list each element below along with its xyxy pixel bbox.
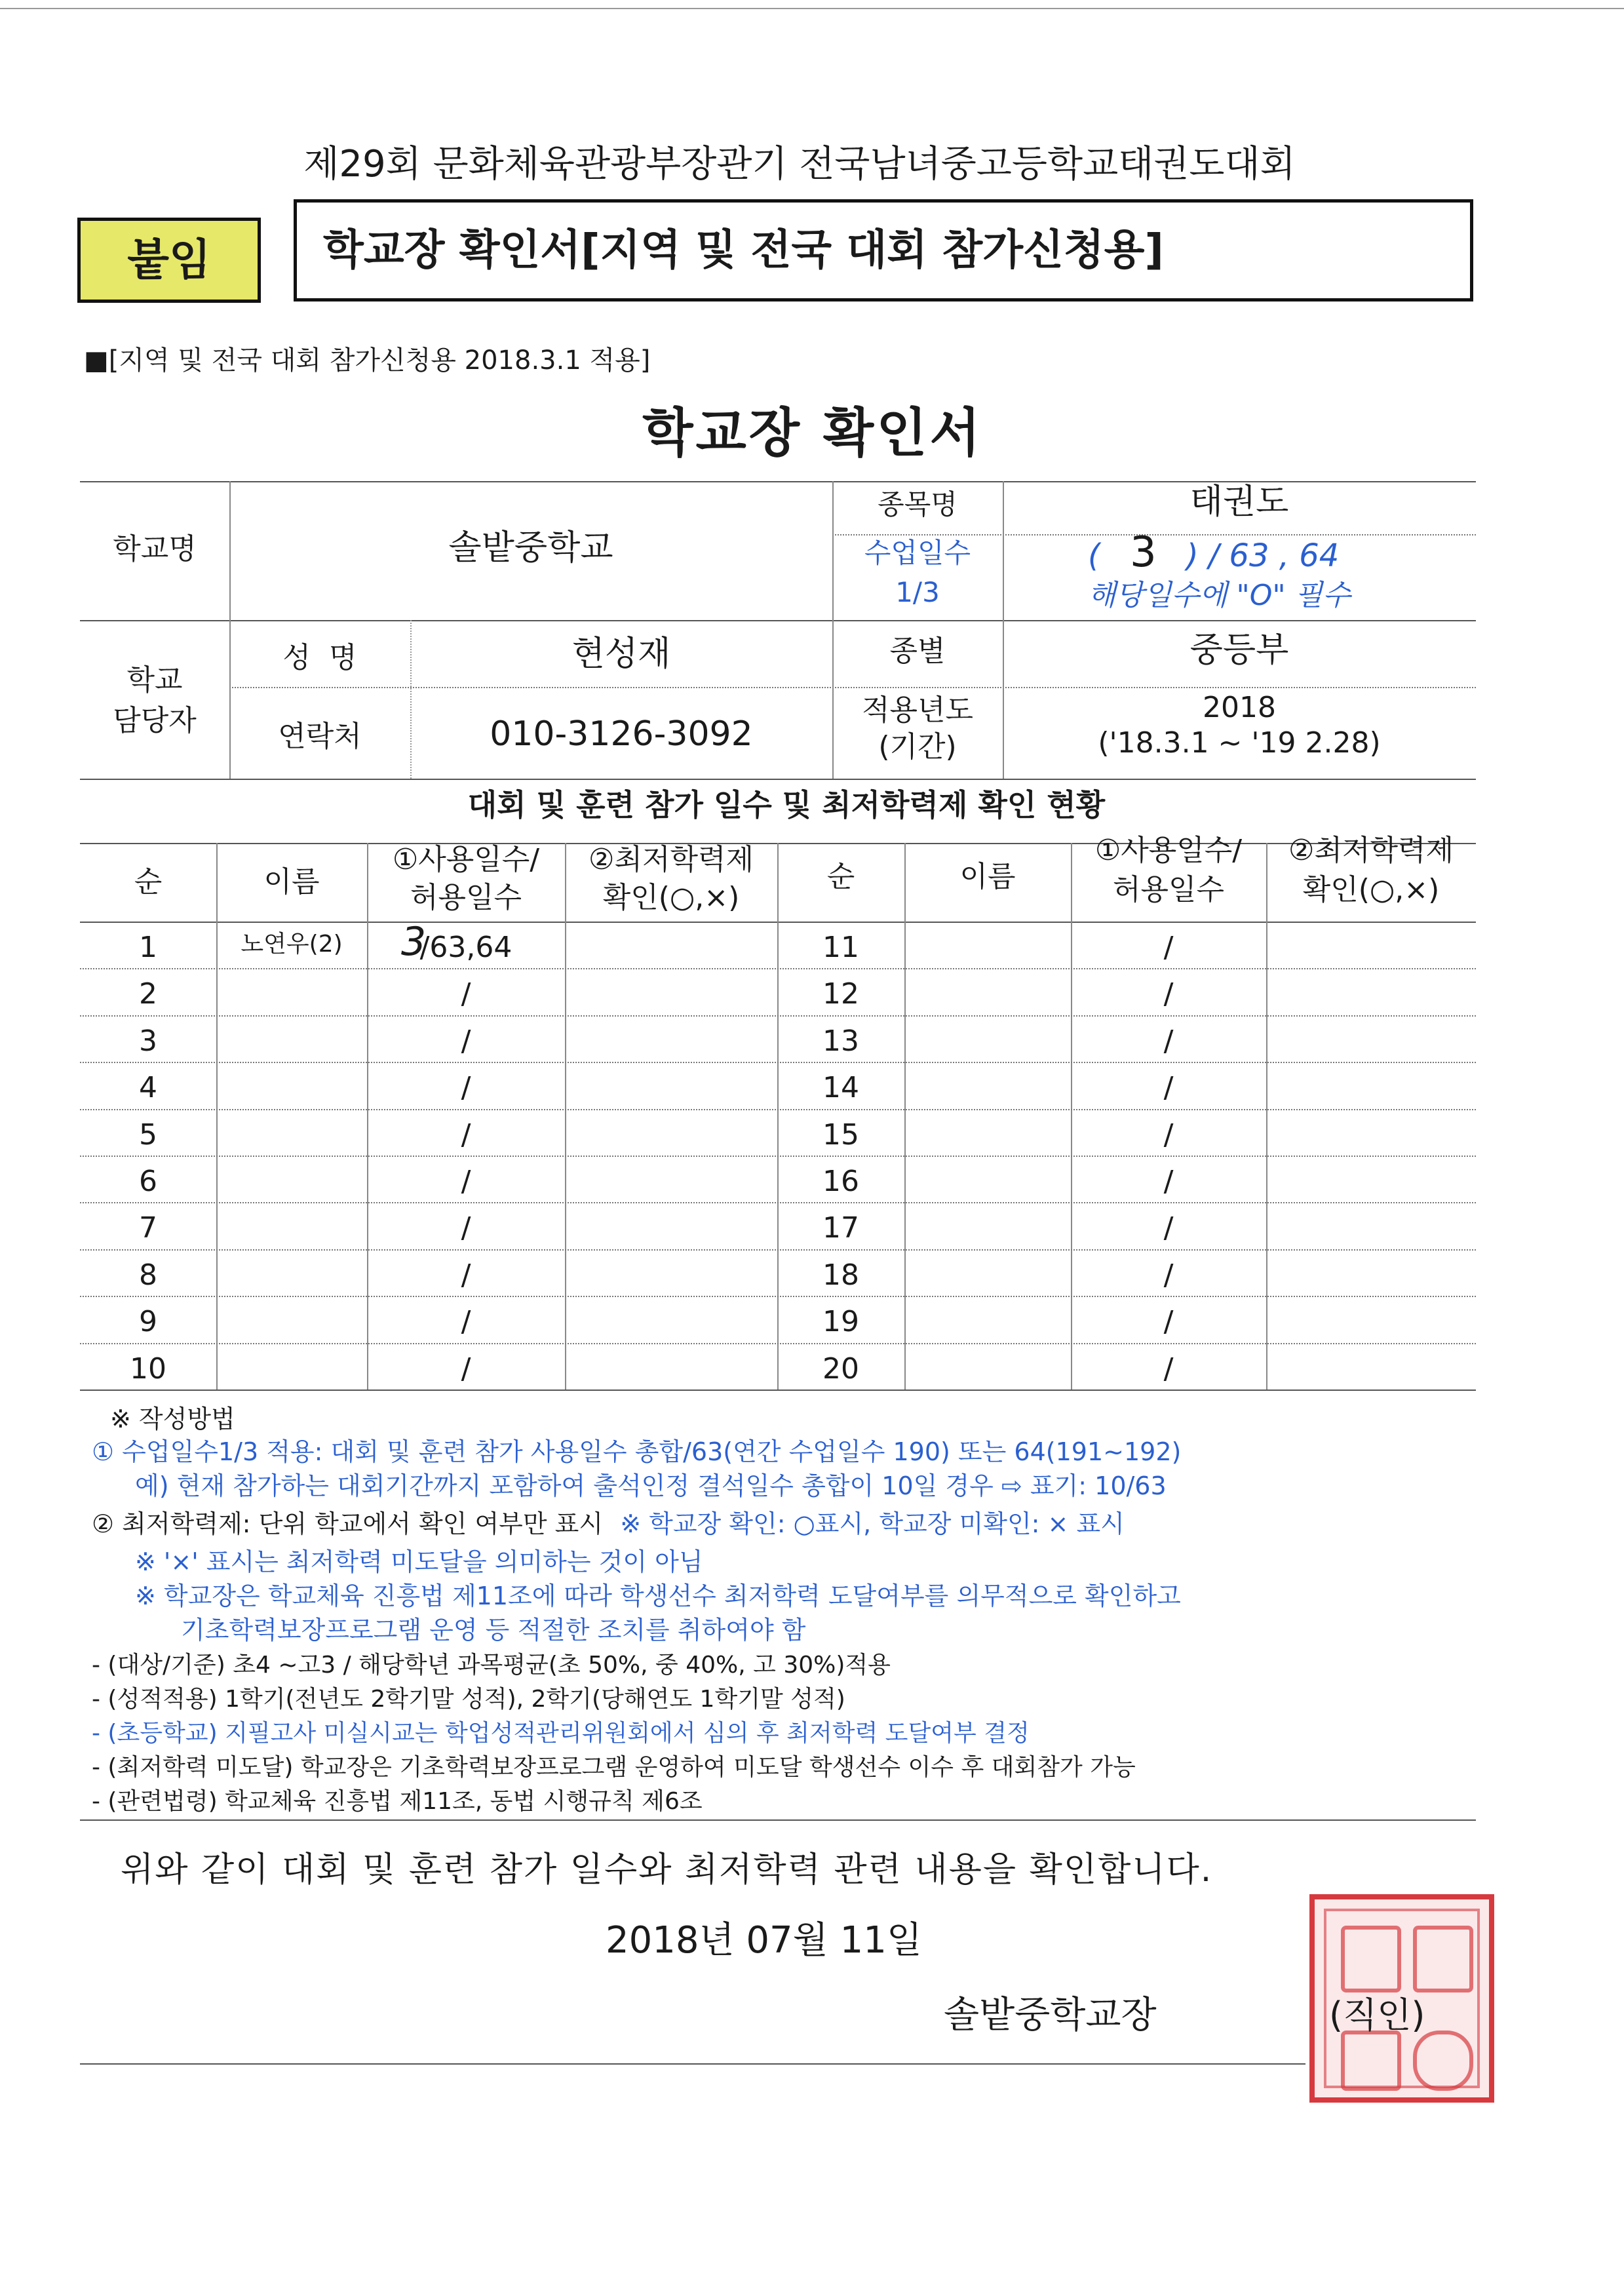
year-label-line2: (기간) — [878, 730, 957, 764]
table-cell-l-no: 3 — [139, 1024, 157, 1058]
class-days-instruction: 해당일수에 "O" 필수 — [1088, 579, 1351, 612]
note-4: ※ 학교장은 학교체육 진흥법 제11조에 따라 학생선수 최저학력 도달여부를 의무적으로 확인하고 — [135, 1582, 1181, 1610]
table-cell-r-no: 15 — [822, 1118, 859, 1152]
table-divider — [565, 843, 566, 1390]
header-no: 순 — [134, 865, 163, 899]
year-label-line1: 적용년도 — [861, 693, 973, 727]
table-cell-l-days: / — [461, 1024, 471, 1058]
table-cell-l-days: /63,64 — [419, 931, 512, 964]
detail-elementary: - (초등학교) 지필고사 미실시교는 학업성적관리위원회에서 심의 후 최저학력 도달여부 결정 — [92, 1720, 1030, 1747]
table-row-divider — [80, 1343, 1476, 1344]
header-days-line2: 허용일수 — [410, 881, 522, 914]
class-days-open: ( — [1088, 537, 1100, 574]
table-cell-l-days: / — [461, 1071, 471, 1104]
document-title: 학교장 확인서 — [642, 402, 983, 463]
table-cell-r-days: / — [1163, 1211, 1174, 1245]
table-cell-used-days: 3 — [401, 919, 427, 965]
table-cell-r-no: 17 — [822, 1211, 859, 1245]
header-days-line1: ①사용일수/ — [1094, 834, 1243, 867]
detail-law: - (관련법령) 학교체육 진흥법 제11조, 동법 시행규칙 제6조 — [92, 1788, 703, 1815]
notes-heading: ※ 작성방법 — [110, 1405, 235, 1433]
table-cell-l-days: / — [461, 1258, 471, 1292]
info-rule — [229, 687, 1476, 688]
division-value: 중등부 — [1189, 631, 1289, 670]
table-cell-l-days: / — [461, 1211, 471, 1245]
header-check-line2: 확인(○,×) — [602, 881, 740, 914]
attach-label: 붙임 — [77, 218, 261, 303]
table-cell-r-days: / — [1163, 1305, 1174, 1338]
table-cell-r-days: / — [1163, 1258, 1174, 1292]
table-cell-l-no: 1 — [139, 931, 157, 964]
note-2-marking: ※ 학교장 확인: ○표시, 학교장 미확인: × 표시 — [620, 1509, 1125, 1538]
seal-pattern — [1413, 2031, 1473, 2091]
header-days-line2: 허용일수 — [1112, 873, 1224, 906]
table-cell-l-name: 노연우(2) — [241, 931, 343, 958]
seal-pattern — [1341, 1926, 1401, 1993]
note-1-example: 예) 현재 참가하는 대회기간까지 포함하여 출석인정 결석일수 총합이 10일 경우 ⇨ 표기: 10/63 — [135, 1471, 1167, 1500]
table-cell-l-days: / — [461, 977, 471, 1011]
year-value: 2018 — [1203, 691, 1276, 724]
school-name: 솔밭중학교 — [448, 528, 613, 568]
confirmation-box-title: 학교장 확인서[지역 및 전국 대회 참가신청용] — [294, 199, 1473, 301]
table-cell-r-no: 13 — [822, 1024, 859, 1058]
table-cell-r-no: 16 — [822, 1165, 859, 1198]
table-row-divider — [80, 1109, 1476, 1110]
table-cell-r-days: / — [1163, 1165, 1174, 1198]
table-cell-l-no: 10 — [130, 1352, 166, 1386]
info-rule — [80, 779, 1476, 780]
header-name: 이름 — [263, 865, 320, 899]
status-title: 대회 및 훈련 참가 일수 및 최저학력제 확인 현황 — [467, 787, 1106, 823]
header-name: 이름 — [959, 860, 1016, 893]
header-check-line1: ②최저학력제 — [1288, 834, 1454, 867]
detail-grade: - (성적적용) 1학기(전년도 2학기말 성적), 2학기(당해연도 1학기말 성적) — [92, 1686, 845, 1713]
class-days-fraction: 1/3 — [895, 576, 940, 608]
table-cell-l-no: 5 — [139, 1118, 157, 1152]
table-cell-r-days: / — [1163, 1118, 1174, 1152]
table-cell-r-no: 18 — [822, 1258, 859, 1292]
detail-target: - (대상/기준) 초4 ~고3 / 해당학년 과목평균(초 50%, 중 40%, 고 30%)적용 — [92, 1652, 891, 1679]
table-cell-l-days: / — [461, 1165, 471, 1198]
confirmation-statement: 위와 같이 대회 및 훈련 참가 일수와 최저학력 관련 내용을 확인합니다. — [121, 1850, 1213, 1890]
contact-number: 010-3126-3092 — [490, 714, 753, 754]
header-check-line1: ②최저학력제 — [589, 843, 754, 876]
table-row-divider — [80, 968, 1476, 969]
table-cell-l-no: 2 — [139, 977, 157, 1011]
table-cell-l-days: / — [461, 1352, 471, 1386]
sport-name: 태권도 — [1189, 482, 1289, 522]
class-days-allowed: ) / 63 , 64 — [1186, 537, 1340, 574]
table-cell-r-days: / — [1163, 1352, 1174, 1386]
table-cell-r-days: / — [1163, 1024, 1174, 1058]
table-row-divider — [80, 1015, 1476, 1017]
note-2 — [92, 1504, 1125, 1540]
table-cell-r-no: 19 — [822, 1305, 859, 1338]
table-row-divider — [80, 1249, 1476, 1251]
table-cell-r-days: / — [1163, 931, 1174, 964]
table-divider — [216, 843, 218, 1390]
notes-bottom-rule — [80, 1819, 1476, 1821]
bottom-rule — [80, 2063, 1305, 2065]
note-1: ① 수업일수1/3 적용: 대회 및 훈련 참가 사용일수 총합/63(연간 수업일수 190) 또는 64(191~192) — [92, 1437, 1182, 1466]
seal-pattern — [1413, 1926, 1473, 1993]
period-value: ('18.3.1 ~ '19 2.28) — [1098, 726, 1381, 760]
application-note: ■[지역 및 전국 대회 참가신청용 2018.3.1 적용] — [84, 345, 651, 376]
table-cell-r-days: / — [1163, 977, 1174, 1011]
header-days-line1: ①사용일수/ — [392, 843, 540, 876]
detail-below-standard: - (최저학력 미도달) 학교장은 기초학력보장프로그램 운영하여 미도달 학생선수 이수 후 대회참가 가능 — [92, 1754, 1136, 1781]
seal-label: (직인) — [1329, 1994, 1425, 2036]
table-cell-r-no: 11 — [822, 931, 859, 964]
scan-edge-line — [0, 8, 1624, 9]
note-3: ※ '×' 표시는 최저학력 미도달을 의미하는 것이 아님 — [135, 1547, 703, 1576]
table-cell-r-days: / — [1163, 1071, 1174, 1104]
event-title: 제29회 문화체육관광부장관기 전국남녀중고등학교태권도대회 — [303, 143, 1296, 185]
school-label: 학교명 — [113, 532, 197, 566]
info-rule — [80, 620, 1476, 621]
table-row-divider — [80, 1156, 1476, 1157]
name-label: 성 명 — [282, 641, 357, 674]
seal-pattern — [1341, 2031, 1401, 2091]
table-cell-l-no: 7 — [139, 1211, 157, 1245]
table-row-divider — [80, 1202, 1476, 1203]
table-cell-r-no: 12 — [822, 977, 859, 1011]
table-bottom-rule — [80, 1390, 1476, 1391]
table-cell-l-no: 9 — [139, 1305, 157, 1338]
sport-label: 종목명 — [878, 488, 957, 520]
class-days-value — [1088, 528, 1339, 577]
header-no: 순 — [826, 860, 855, 893]
table-cell-r-no: 20 — [822, 1352, 859, 1386]
contact-label: 연락처 — [278, 720, 362, 753]
table-cell-l-no: 4 — [139, 1071, 157, 1104]
table-divider — [904, 843, 906, 1390]
header-check-line2: 확인(○,×) — [1302, 873, 1440, 906]
table-cell-l-no: 6 — [139, 1165, 157, 1198]
table-row-divider — [80, 1062, 1476, 1063]
table-cell-r-no: 14 — [822, 1071, 859, 1104]
manager-label-line2: 담당자 — [113, 704, 197, 737]
principal-signer: 솔밭중학교장 — [944, 1994, 1157, 2036]
division-label: 종별 — [889, 634, 946, 668]
table-cell-l-days: / — [461, 1305, 471, 1338]
class-days-used: 3 — [1130, 528, 1157, 577]
manager-name: 현성재 — [571, 634, 671, 674]
table-row-divider — [80, 1296, 1476, 1297]
issue-date: 2018년 07월 11일 — [606, 1919, 922, 1962]
note-4-cont: 기초학력보장프로그램 운영 등 적절한 조치를 취하여야 함 — [181, 1616, 806, 1644]
manager-label-line1: 학교 — [126, 663, 183, 697]
table-cell-l-no: 8 — [139, 1258, 157, 1292]
table-cell-l-days: / — [461, 1118, 471, 1152]
class-days-label: 수업일수 — [864, 537, 971, 569]
table-divider — [1266, 843, 1267, 1390]
note-2-text: ② 최저학력제: 단위 학교에서 확인 여부만 표시 — [92, 1509, 604, 1538]
